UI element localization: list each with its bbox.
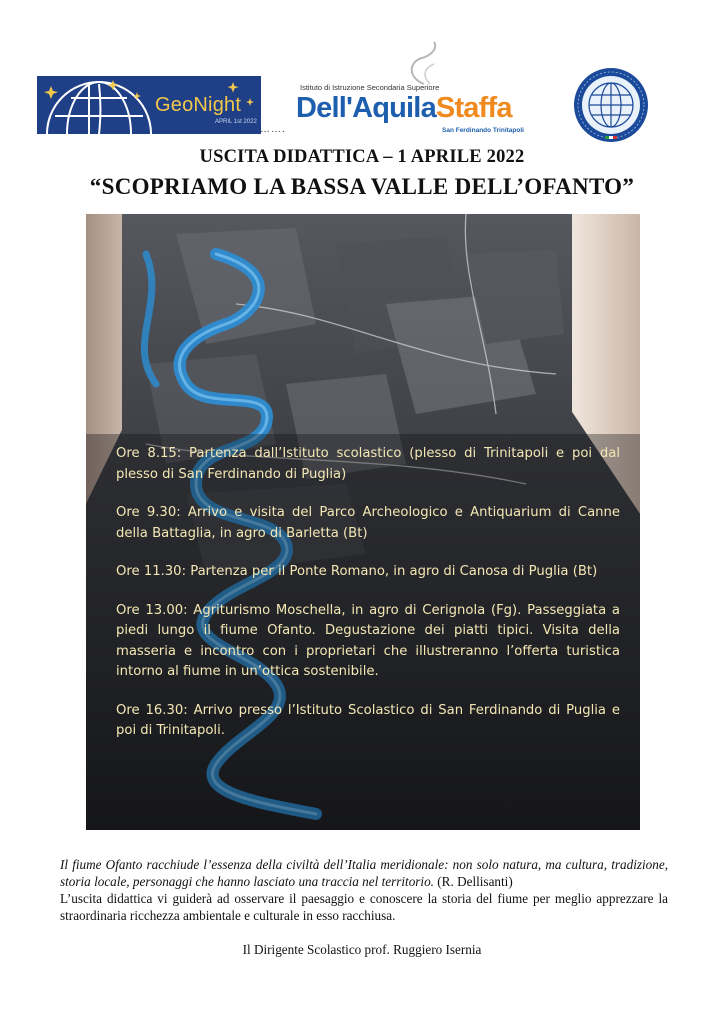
schedule-list: [116, 444, 620, 760]
schedule-item: Ore 9.30: Arrivo e visita del Parco Archeologico e Antiquarium di Canne della Battaglia, in agro di Barletta (Bt): [116, 505, 620, 541]
school-locations: San Ferdinando Trinitapoli: [442, 127, 524, 134]
quote-author: (R. Dellisanti): [433, 874, 513, 889]
schedule-item: Ore 16.30: Arrivo presso l’Istituto Scolastico di San Ferdinando di Puglia e poi di Trinitapoli.: [116, 702, 620, 738]
schedule-item: Ore 13.00: Agriturismo Moschella, in agro di Cerignola (Fg). Passeggiata a piedi lungo il fiume Ofanto. Degustazione dei piatti tipici. Visita della masseria e incontro con i proprietari che illustreranno l’offerta turistica intorno al fiume in un’ottica sostenibile.: [116, 602, 620, 679]
geonight-dots: …….: [260, 124, 286, 135]
schedule-item: Ore 11.30: Partenza per il Ponte Romano, in agro di Canosa di Puglia (Bt): [116, 564, 598, 579]
school-logo: [296, 40, 526, 140]
signature: Il Dirigente Scolastico prof. Ruggiero Isernia: [242, 942, 482, 957]
geonight-date: APRIL 1st 2022: [215, 119, 257, 125]
globe-seal-icon: [572, 66, 650, 144]
river-map-photo: [86, 214, 640, 830]
description-paragraph: L’uscita didattica vi guiderà ad osservare il paesaggio e conoscere la storia del fiume per meglio apprezzare la straordinaria ricchezza ambientale e culturale in esso racchiusa.: [60, 891, 668, 923]
school-name: [296, 92, 512, 125]
geonight-logo: [37, 76, 261, 134]
school-type: Istituto di Istruzione Secondaria Superiore: [300, 83, 440, 92]
quote-paragraph: [60, 856, 668, 890]
event-title: USCITA DIDATTICA – 1 APRILE 2022: [199, 147, 525, 167]
quote-text: Il fiume Ofanto racchiude l’essenza della civiltà dell’Italia meridionale: non solo natura, ma cultura, tradizione, storia locale, personaggi che hanno lasciato una traccia nel territorio.: [60, 857, 668, 889]
school-name-part2: Staffa: [435, 92, 512, 124]
school-name-part1: Dell'Aquila: [296, 92, 436, 124]
event-subtitle: “SCOPRIAMO LA BASSA VALLE DELL’OFANTO”: [89, 174, 635, 199]
schedule-item: Ore 8.15: Partenza dall’Istituto scolastico (plesso di Trinitapoli e poi dal plesso di San Ferdinando di Puglia): [116, 446, 620, 482]
geonight-name: GeoNight: [155, 94, 242, 116]
